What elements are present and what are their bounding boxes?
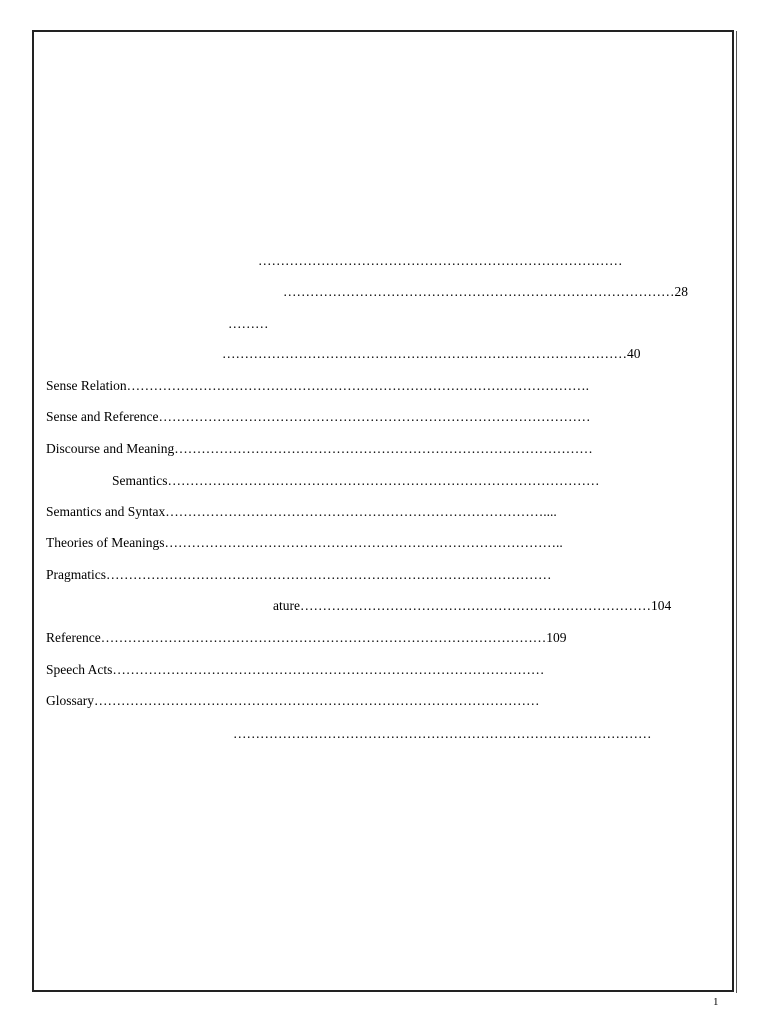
toc-entry-1 (258, 253, 623, 269)
toc-entry-label: Semantics and Syntax (46, 504, 166, 519)
toc-entry-leader: …………………………………………………………………………….. (164, 535, 563, 550)
toc-entry-leader: ……………………………………………………………………………………… (106, 567, 552, 582)
page-number: 1 (713, 996, 719, 1008)
toc-entry-leader: …………………………………………………………………………… (283, 284, 675, 299)
toc-entry-leader: …………………………………………………………………………………… (158, 409, 591, 424)
toc-entry-2 (283, 284, 688, 300)
toc-entry-14 (46, 662, 544, 678)
toc-entry-16 (233, 726, 652, 742)
toc-entry-label: Sense and Reference (46, 409, 159, 424)
toc-entry-label: ature (273, 598, 300, 613)
toc-entry-label: Reference (46, 630, 101, 645)
toc-entry-6 (46, 409, 590, 425)
toc-entry-13 (46, 630, 566, 646)
toc-entry-label: Glossary (46, 693, 94, 708)
toc-entry-label: Semantics (112, 473, 168, 488)
toc-entry-leader: ………………………………………………………………………………… (174, 441, 593, 456)
toc-entry-12 (273, 598, 671, 614)
toc-entry-leader: ……………………………………………………………………………… (222, 346, 627, 361)
page-frame-edge (736, 31, 737, 993)
toc-entry-leader: ……… (228, 316, 269, 331)
toc-entry-9 (46, 504, 557, 520)
toc-entry-page: 28 (674, 284, 688, 299)
toc-entry-label: Speech Acts (46, 662, 113, 677)
toc-entry-leader: ……………………………………………………………………………………… (100, 630, 547, 645)
toc-entry-label: Pragmatics (46, 567, 106, 582)
toc-entry-5 (46, 378, 589, 394)
toc-entry-15 (46, 693, 540, 709)
toc-entry-leader: ……………………………………………………………………… (258, 253, 623, 268)
toc-entry-leader: ………………………………………………………………………………… (233, 726, 652, 741)
toc-entry-leader: …………………………………………………………………………………… (112, 662, 545, 677)
toc-entry-leader: …………………………………………………………………………………… (167, 473, 600, 488)
toc-entry-leader: ………………………………………………………………………….... (165, 504, 557, 519)
toc-entry-8 (112, 473, 600, 489)
toc-entry-label: Theories of Meanings (46, 535, 165, 550)
toc-entry-4 (222, 346, 641, 362)
toc-entry-page: 109 (546, 630, 567, 645)
toc-entry-3 (228, 316, 269, 332)
toc-entry-7 (46, 441, 593, 457)
toc-entry-page: 40 (627, 346, 641, 361)
toc-entry-leader: ……………………………………………………………………………………… (94, 693, 540, 708)
toc-entry-label: Sense Relation (46, 378, 127, 393)
toc-entry-label: Discourse and Meaning (46, 441, 175, 456)
toc-entry-page: 104 (650, 598, 672, 613)
toc-entry-11 (46, 567, 552, 583)
toc-entry-leader: …………………………………………………………………… (299, 598, 651, 613)
toc-entry-10 (46, 535, 563, 551)
toc-entry-leader: …………………………………………………………………………………………. (126, 378, 589, 393)
